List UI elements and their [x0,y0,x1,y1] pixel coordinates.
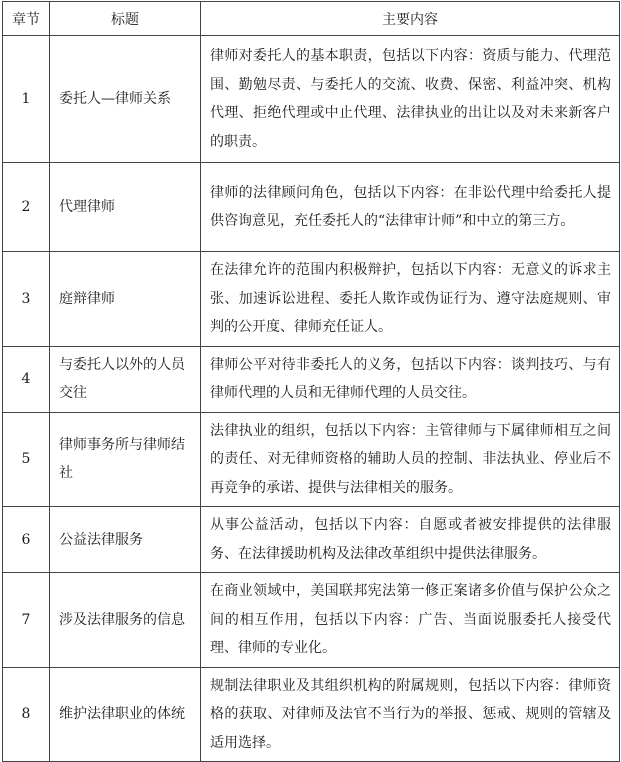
chapter-number: 4 [3,346,50,412]
chapter-number: 6 [3,507,50,573]
table-row [3,573,620,668]
table-row [3,163,620,252]
chapter-number: 5 [3,412,50,507]
chapter-title: 维护法律职业的体统 [50,667,201,762]
chapter-number: 3 [3,252,50,347]
chapter-table [2,1,620,762]
chapter-number: 7 [3,573,50,668]
chapter-content: 律师公平对待非委托人的义务，包括以下内容：谈判技巧、与有律师代理的人员和无律师代理的人员交往。 [201,346,620,412]
chapter-content: 律师的法律顾问角色，包括以下内容：在非讼代理中给委托人提供咨询意见，充任委托人的“法律审计师”和中立的第三方。 [201,163,620,252]
chapter-title: 律师事务所与律师结社 [50,412,201,507]
chapter-content: 从事公益活动，包括以下内容：自愿或者被安排提供的法律服务、在法律援助机构及法律改革组织中提供法律服务。 [201,507,620,573]
chapter-title: 委托人—律师关系 [50,36,201,163]
chapter-content: 在商业领域中，美国联邦宪法第一修正案诸多价值与保护公众之间的相互作用，包括以下内容：广告、当面说服委托人接受代理、律师的专业化。 [201,573,620,668]
chapter-title: 涉及法律服务的信息 [50,573,201,668]
chapter-number: 2 [3,163,50,252]
table-row [3,507,620,573]
chapter-number: 8 [3,667,50,762]
table-row [3,36,620,163]
header-content: 主要内容 [201,2,620,36]
chapter-title: 公益法律服务 [50,507,201,573]
table-row [3,252,620,347]
header-title: 标题 [50,2,201,36]
table-row [3,412,620,507]
chapter-content: 规制法律职业及其组织机构的附属规则，包括以下内容：律师资格的获取、对律师及法官不当行为的举报、惩戒、规则的管辖及适用选择。 [201,667,620,762]
chapter-content: 在法律允许的范围内积极辩护，包括以下内容：无意义的诉求主张、加速诉讼进程、委托人欺诈或伪证行为、遵守法庭规则、审判的公开度、律师充任证人。 [201,252,620,347]
chapter-content: 法律执业的组织，包括以下内容：主管律师与下属律师相互之间的责任、对无律师资格的辅助人员的控制、非法执业、停业后不再竞争的承诺、提供与法律相关的服务。 [201,412,620,507]
chapter-title: 代理律师 [50,163,201,252]
chapter-content: 律师对委托人的基本职责，包括以下内容：资质与能力、代理范围、勤勉尽责、与委托人的交流、收费、保密、利益冲突、机构代理、拒绝代理或中止代理、法律执业的出让以及对未来新客户的职责。 [201,36,620,163]
table-row [3,346,620,412]
chapter-title: 庭辩律师 [50,252,201,347]
table-header-row [3,2,620,36]
chapter-title: 与委托人以外的人员交往 [50,346,201,412]
chapter-number: 1 [3,36,50,163]
table-row [3,667,620,762]
header-chapter: 章节 [3,2,50,36]
